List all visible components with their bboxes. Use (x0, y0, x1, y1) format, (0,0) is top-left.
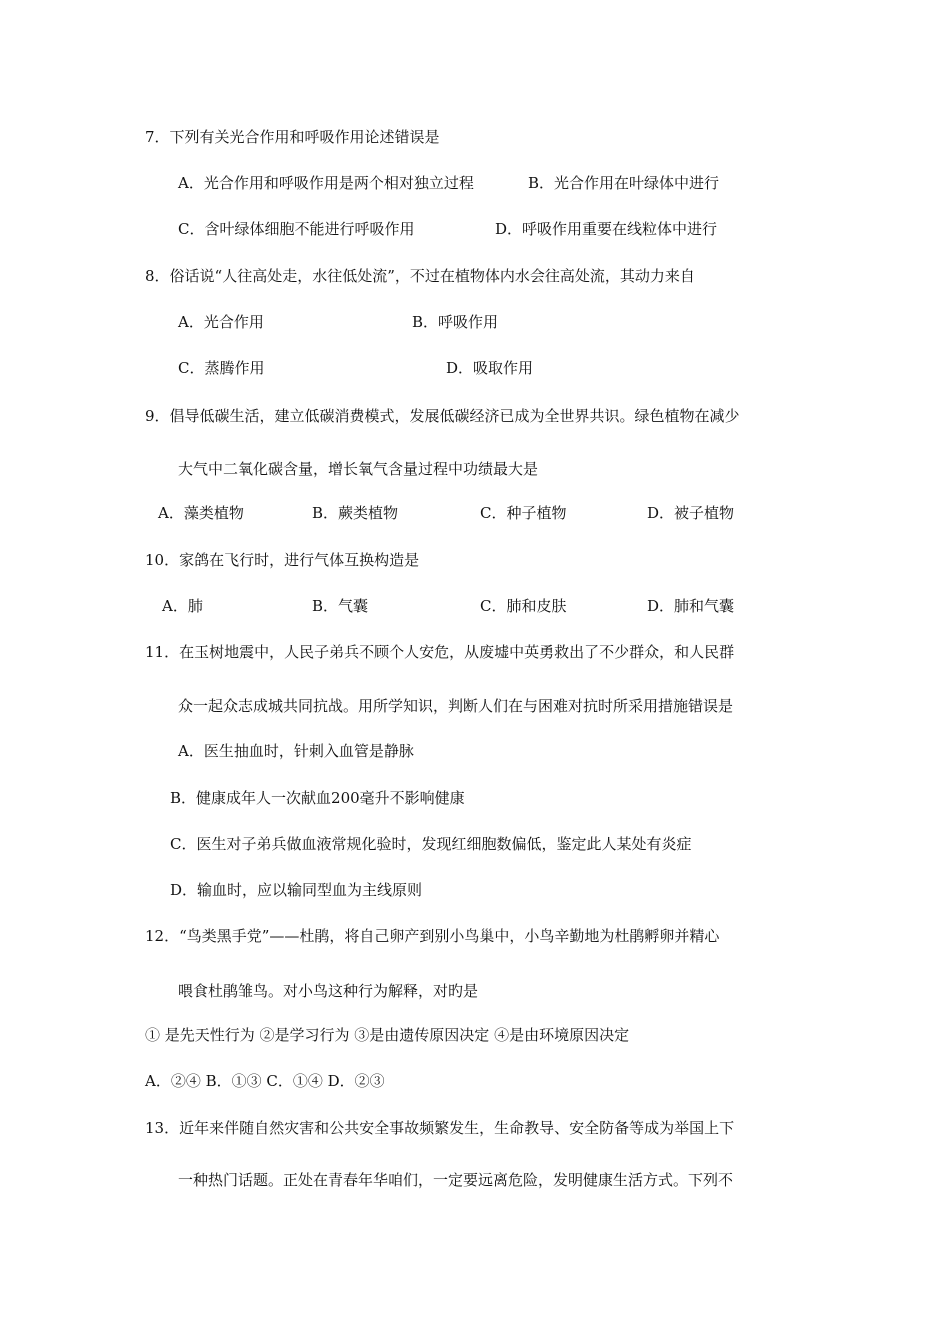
q9-option-c: C．种子植物 (480, 504, 567, 522)
q7-option-c: C．含叶绿体细胞不能进行呼吸作用 (178, 220, 415, 238)
q9-option-d: D．被子植物 (647, 504, 735, 522)
q12-statements: ① 是先天性行为 ②是学习行为 ③是由遗传原因决定 ④是由环境原因决定 (145, 1026, 630, 1044)
q11-option-b: B．健康成年人一次献血200毫升不影响健康 (170, 789, 465, 807)
q9-option-b: B．蕨类植物 (312, 504, 399, 522)
q8-option-a: A．光合作用 (178, 313, 264, 331)
q9-stem-line2: 大气中二氧化碳含量，增长氧气含量过程中功绩最大是 (178, 460, 539, 478)
q11-stem-line1: 11．在玉树地震中，人民子弟兵不顾个人安危，从废墟中英勇救出了不少群众，和人民群 (145, 643, 735, 661)
q12-options: A．②④ B．①③ C．①④ D．②③ (145, 1072, 385, 1090)
q12-stem-line1: 12．“鸟类黑手党”——杜鹃，将自己卵产到别小鸟巢中，小鸟辛勤地为杜鹃孵卵并精心 (145, 927, 720, 945)
q11-option-c: C．医生对子弟兵做血液常规化验时，发现红细胞数偏低，鉴定此人某处有炎症 (170, 835, 692, 853)
q13-stem-line1: 13．近年来伴随自然灾害和公共安全事故频繁发生，生命教导、安全防备等成为举国上下 (145, 1119, 735, 1137)
q8-option-b: B．呼吸作用 (412, 313, 499, 331)
q9-stem-line1: 9．倡导低碳生活，建立低碳消费模式，发展低碳经济已成为全世界共识。绿色植物在减少 (145, 407, 740, 425)
q7-option-b: B．光合作用在叶绿体中进行 (528, 174, 720, 192)
q10-option-c: C．肺和皮肤 (480, 597, 567, 615)
q10-option-d: D．肺和气囊 (647, 597, 735, 615)
q7-stem: 7．下列有关光合作用和呼吸作用论述错误是 (145, 128, 440, 146)
q11-option-d: D．输血时，应以输同型血为主线原则 (170, 881, 423, 899)
q12-stem-line2: 喂食杜鹃雏鸟。对小鸟这种行为解释，对旳是 (178, 982, 479, 1000)
q8-option-d: D．吸取作用 (446, 359, 534, 377)
q7-option-d: D．呼吸作用重要在线粒体中进行 (495, 220, 718, 238)
q7-option-a: A．光合作用和呼吸作用是两个相对独立过程 (178, 174, 474, 192)
q9-option-a: A．藻类植物 (158, 504, 244, 522)
q10-option-b: B．气囊 (312, 597, 369, 615)
q13-stem-line2: 一种热门话题。正处在青春年华咱们，一定要远离危险，发明健康生活方式。下列不 (178, 1171, 734, 1189)
q8-option-c: C．蒸腾作用 (178, 359, 265, 377)
q8-stem: 8．俗话说“人往高处走，水往低处流”，不过在植物体内水会往高处流，其动力来自 (145, 267, 695, 285)
q10-option-a: A．肺 (162, 597, 203, 615)
q10-stem: 10．家鸽在飞行时，进行气体互换构造是 (145, 551, 420, 569)
q11-option-a: A．医生抽血时，针刺入血管是静脉 (178, 742, 414, 760)
q11-stem-line2: 众一起众志成城共同抗战。用所学知识，判断人们在与困难对抗时所采用措施错误是 (178, 697, 734, 715)
